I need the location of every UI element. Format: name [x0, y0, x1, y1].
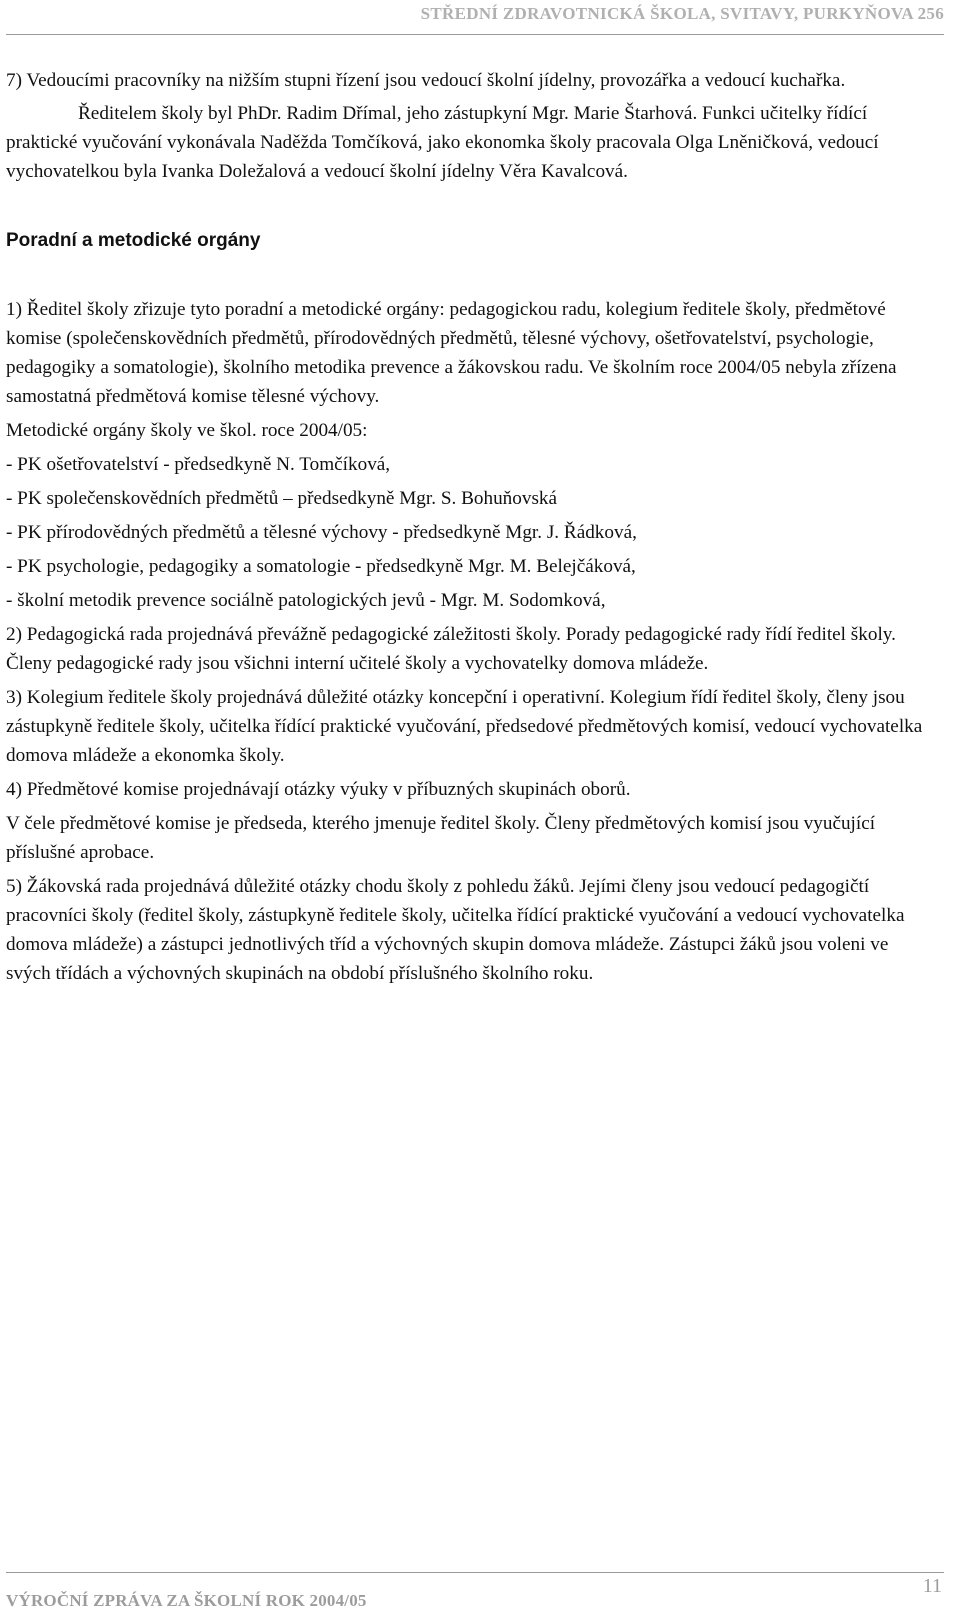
list-item: - PK ošetřovatelství - předsedkyně N. Tomčíková, [6, 454, 391, 475]
list-item: - PK psychologie, pedagogiky a somatologie - předsedkyně Mgr. M. Belejčáková, [6, 556, 636, 577]
paragraph-item-7: 7) Vedoucími pracovníky na nižším stupni řízení jsou vedoucí školní jídelny, provozářka a vedoucí kuchařka. [6, 70, 846, 91]
header-school-name: STŘEDNÍ ZDRAVOTNICKÁ ŠKOLA, SVITAVY, PURKYŇOVA 256 [420, 4, 944, 23]
paragraph-director: Ředitelem školy byl PhDr. Radim Dřímal, jeho zástupkyní Mgr. Marie Štarhová. Funkci učitelky řídící praktické vyučování vykonávala Naděžda Tomčíková, jako ekonomka školy pracovala Olga Lněničková, vedoucí vychovatelkou byla Ivanka Doležalová a vedoucí školní jídelny Věra Kavalcová. [6, 103, 879, 182]
methodical-bodies-list [6, 450, 936, 615]
page-header [6, 0, 944, 35]
section-heading: Poradní a metodické orgány [6, 230, 261, 251]
paragraph-2: 2) Pedagogická rada projednává převážně pedagogické záležitosti školy. Porady pedagogické rady řídí ředitel školy. Členy pedagogické rady jsou všichni interní učitelé školy a vychovatelky domova mládeže. [6, 624, 896, 674]
document-body [6, 66, 936, 993]
paragraph-4b: V čele předmětové komise je předseda, kterého jmenuje ředitel školy. Členy předmětových komisí jsou vyučující příslušné aprobace. [6, 813, 876, 863]
paragraph-4: 4) Předmětové komise projednávají otázky výuky v příbuzných skupinách oborů. [6, 779, 631, 800]
page-number: 11 [922, 1575, 942, 1597]
methodical-bodies-title: Metodické orgány školy ve škol. roce 2004/05: [6, 420, 368, 441]
paragraph-1: 1) Ředitel školy zřizuje tyto poradní a metodické orgány: pedagogickou radu, kolegium ředitele školy, předmětové komise (společenskovědních předmětů, přírodovědných předmětů, tělesné výchovy, ošetřovatelství, psychologie, pedagogiky a somatologie), školního metodika prevence a žákovskou radu. Ve školním roce 2004/05 nebyla zřízena samostatná předmětová komise tělesné výchovy. [6, 299, 897, 407]
footer-report-title: VÝROČNÍ ZPRÁVA ZA ŠKOLNÍ ROK 2004/05 [6, 1591, 367, 1610]
list-item: - školní metodik prevence sociálně patologických jevů - Mgr. M. Sodomková, [6, 590, 606, 611]
paragraph-3: 3) Kolegium ředitele školy projednává důležité otázky koncepční i operativní. Kolegium řídí ředitel školy, členy jsou zástupkyně ředitele školy, učitelka řídící praktické vyučování, předsedové předmětových komisí, vedoucí vychovatelka domova mládeže a ekonomka školy. [6, 687, 923, 766]
list-item: - PK společenskovědních předmětů – předsedkyně Mgr. S. Bohuňovská [6, 488, 558, 509]
paragraph-5: 5) Žákovská rada projednává důležité otázky chodu školy z pohledu žáků. Jejími členy jsou vedoucí pedagogičtí pracovníci školy (ředitel školy, zástupkyně ředitele školy, učitelka řídící praktické vyučování a vedoucí vychovatelka domova mládeže) a zástupci jednotlivých tříd a výchovných skupin domova mládeže. Zástupci žáků jsou voleni ve svých třídách a výchovných skupinách na období příslušného školního roku. [6, 876, 905, 984]
page-footer [6, 1572, 944, 1613]
list-item: - PK přírodovědných předmětů a tělesné výchovy - předsedkyně Mgr. J. Řádková, [6, 522, 637, 543]
